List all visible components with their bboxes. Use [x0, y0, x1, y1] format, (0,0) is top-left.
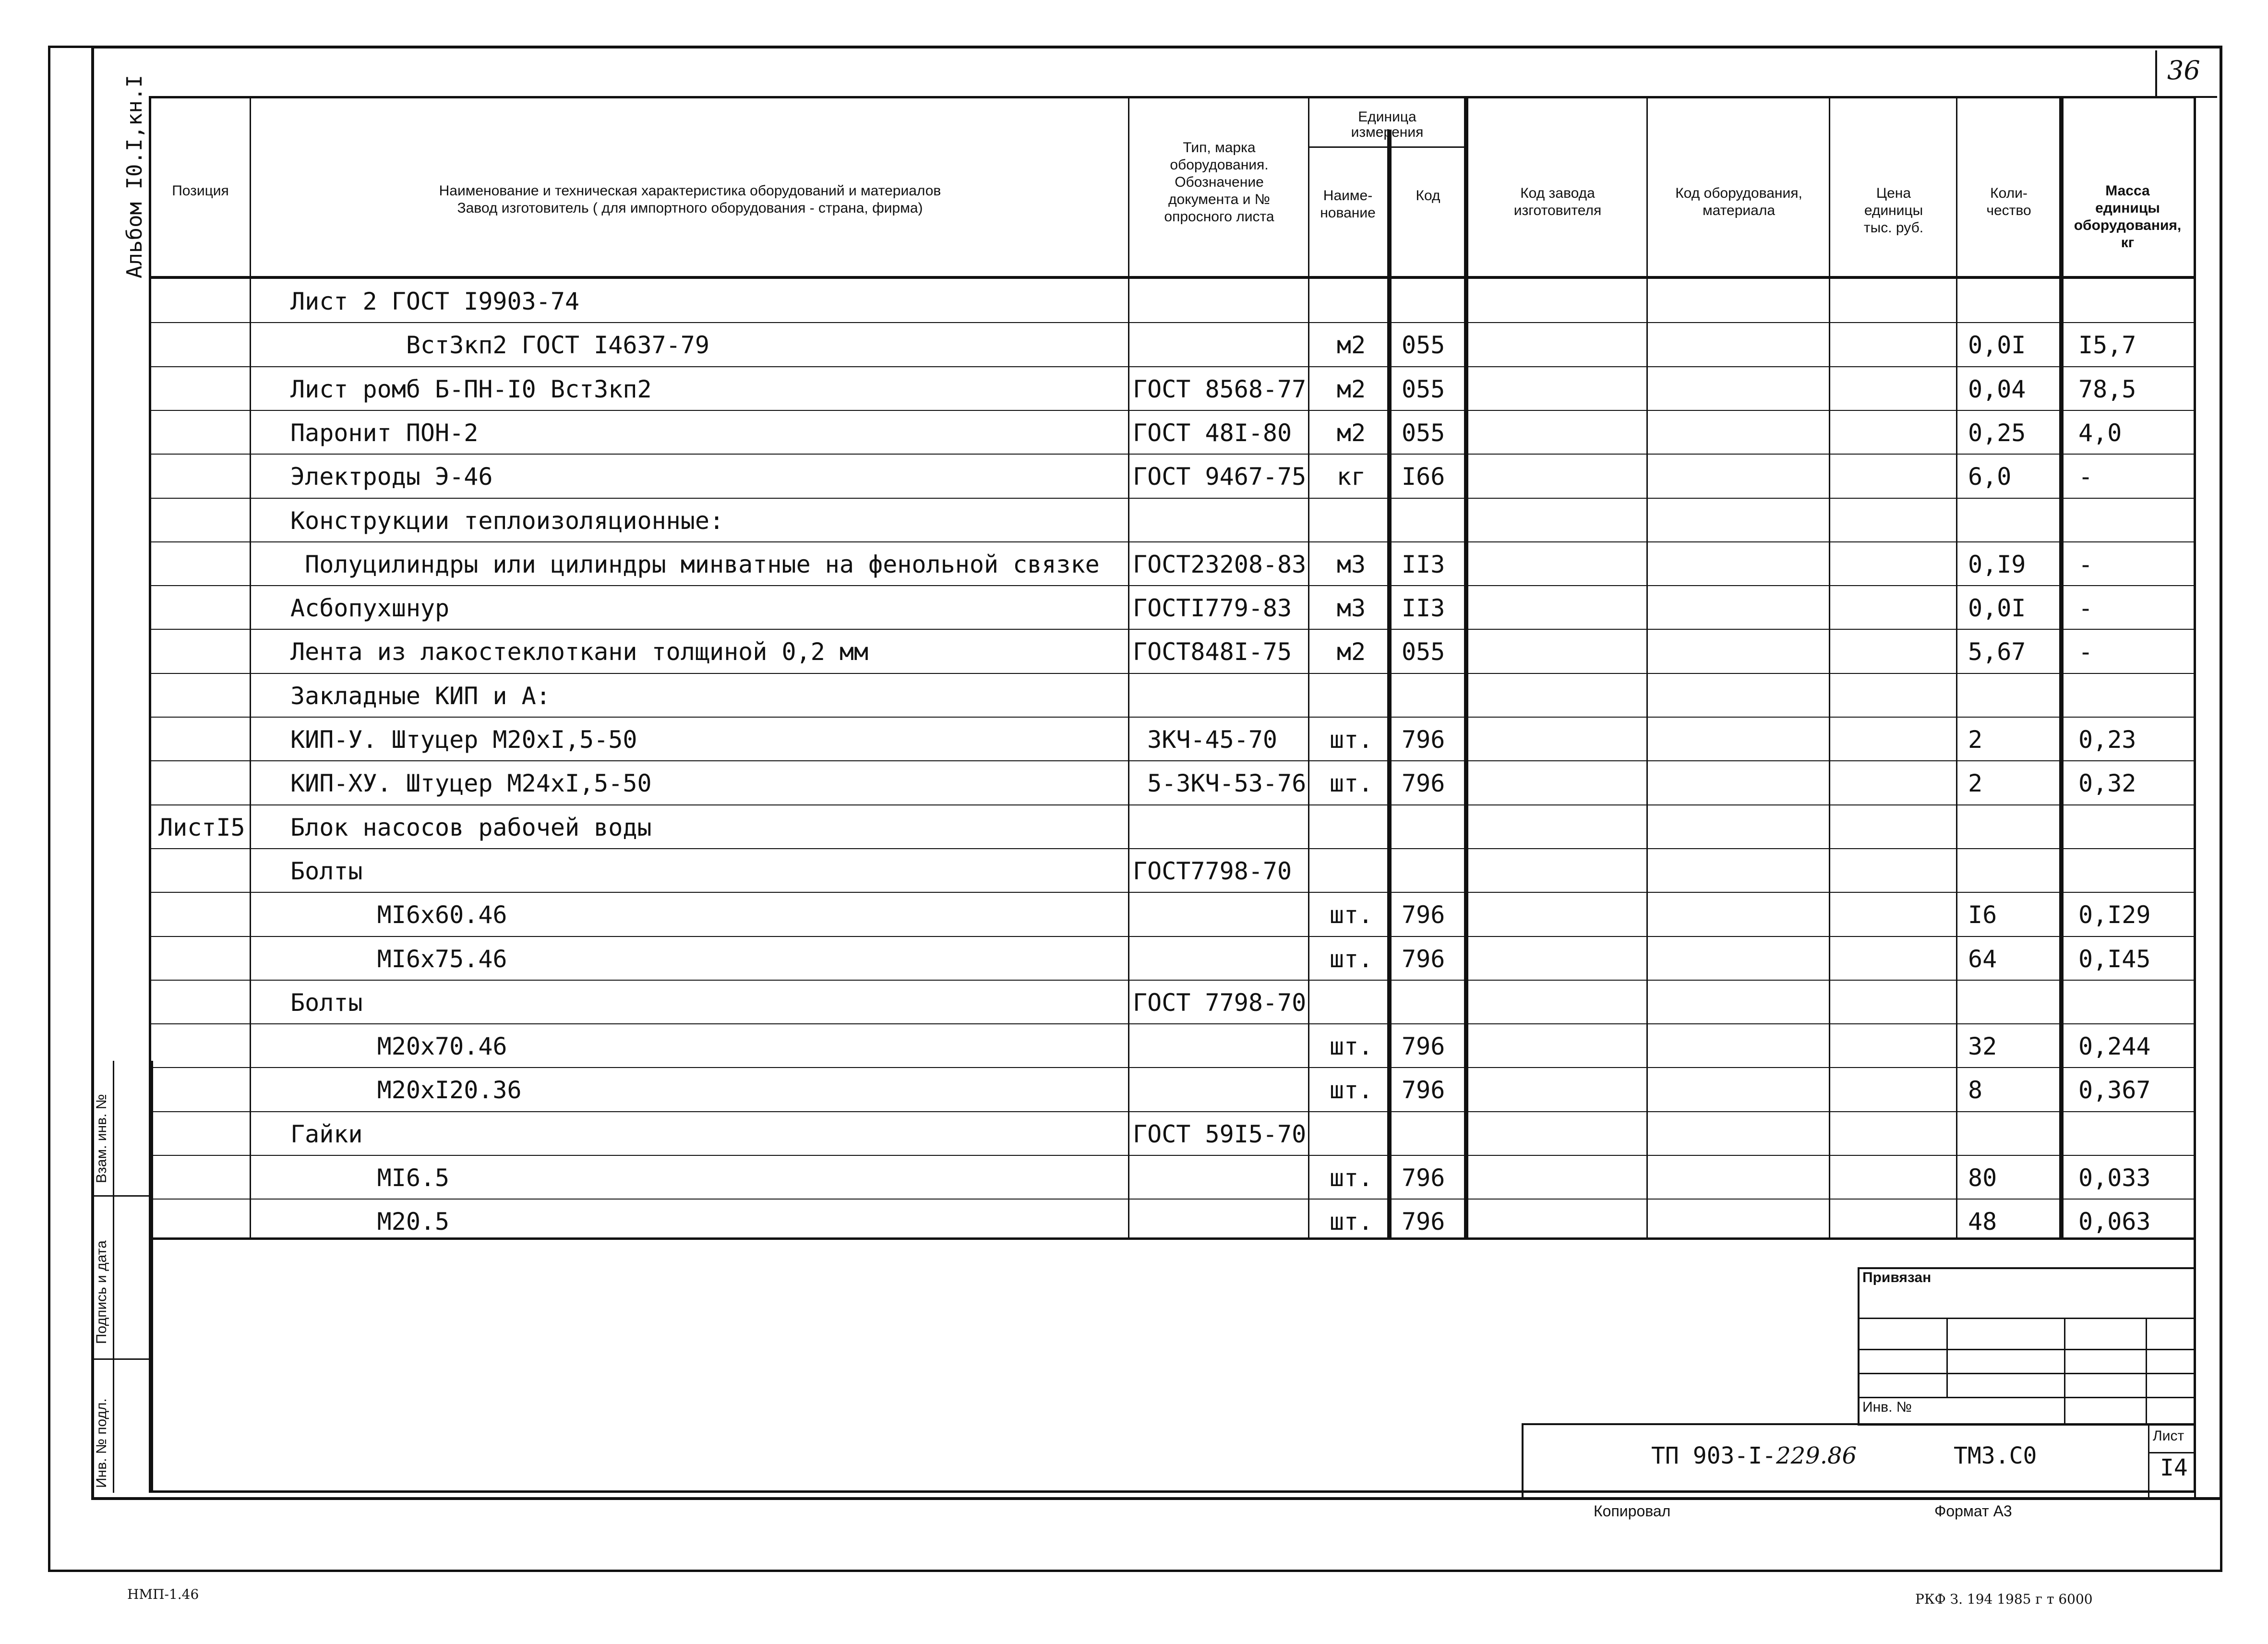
row-mass: I5,7	[2078, 331, 2136, 360]
row-mass: -	[2078, 463, 2093, 491]
row-name: Конструкции теплоизоляционные:	[290, 506, 724, 535]
row-name: Лист 2 ГОСТ I9903-74	[290, 288, 580, 315]
row-separator	[149, 1155, 2196, 1156]
header-unit-line: Единица	[1358, 109, 1416, 125]
row-code: 796	[1402, 945, 1445, 973]
footer-right: РКФ З. 194 1985 г т 6000	[1915, 1591, 2093, 1607]
row-separator	[149, 498, 2196, 499]
header-type-line: Обозначение	[1175, 174, 1264, 190]
title-block-divider	[2148, 1452, 2196, 1453]
row-code: 055	[1402, 331, 1445, 360]
row-document: ГОСТ 59I5-70	[1133, 1120, 1307, 1148]
table-bottom-line	[149, 1237, 2196, 1240]
row-unit: шт.	[1329, 901, 1373, 929]
row-mass: 0,063	[2078, 1208, 2151, 1236]
title-block-divider	[2148, 1423, 2149, 1500]
header-equip-code-line: Код оборудования,	[1675, 185, 1802, 201]
row-document: ГОСТ7798-70	[1133, 857, 1292, 885]
header-mass-line: оборудования,	[2074, 217, 2182, 233]
doc-code-hand: 229.86	[1776, 1442, 1857, 1469]
row-mass: -	[2078, 550, 2093, 578]
header-type-line: Тип, марка	[1183, 140, 1256, 156]
row-code: II3	[1402, 550, 1445, 578]
row-unit: м3	[1336, 594, 1366, 623]
row-quantity: 2	[1968, 726, 1983, 754]
header-unit-code: Код	[1416, 188, 1440, 204]
row-name: ВстЗкп2 ГОСТ I4637-79	[290, 331, 709, 360]
row-quantity: 6,0	[1968, 463, 2012, 491]
header-price-line: единицы	[1864, 203, 1923, 218]
row-name: М20х70.46	[290, 1032, 507, 1061]
header-plant-code-line: Код завода	[1520, 185, 1595, 201]
attached-col	[1946, 1318, 1948, 1397]
row-mass: 0,367	[2078, 1076, 2151, 1104]
row-unit: шт.	[1329, 1164, 1373, 1192]
row-separator	[149, 585, 2196, 586]
row-document: ЗКЧ-45-70	[1133, 726, 1278, 754]
unit-header-line	[1308, 146, 1464, 148]
header-qty-line: Коли-	[1990, 185, 2028, 201]
row-code: 796	[1402, 726, 1445, 754]
header-equip-code	[1649, 185, 1829, 219]
row-code: II3	[1402, 594, 1445, 623]
header-type	[1130, 139, 1308, 226]
row-quantity: 0,25	[1968, 419, 2026, 447]
row-position: ЛистI5	[158, 813, 245, 841]
row-mass: 4,0	[2078, 419, 2122, 447]
header-price-line: Цена	[1876, 185, 1911, 201]
row-quantity: I6	[1968, 901, 1997, 929]
row-code: 055	[1402, 638, 1445, 666]
row-separator	[149, 936, 2196, 937]
row-name: М20хI20.36	[290, 1076, 522, 1104]
row-separator	[149, 673, 2196, 674]
row-document: 5-ЗКЧ-53-76	[1133, 769, 1307, 798]
doc-suffix: ТМЗ.С0	[1954, 1442, 2037, 1469]
header-price-line: тыс. руб.	[1863, 220, 1924, 236]
row-quantity: 32	[1968, 1032, 1997, 1061]
header-position: Позиция	[172, 183, 229, 199]
row-mass: -	[2078, 594, 2093, 623]
row-mass: 0,I29	[2078, 901, 2151, 929]
sheet-corner-number: 36	[2167, 55, 2200, 85]
row-name: Лента из лакостеклоткани толщиной 0,2 мм	[290, 638, 869, 666]
header-unit	[1310, 109, 1464, 140]
header-unit-line: измерения	[1351, 124, 1424, 140]
sheet-number: I4	[2160, 1454, 2188, 1481]
format-label: Формат А3	[1934, 1502, 2012, 1520]
row-unit: шт.	[1329, 1032, 1373, 1061]
row-quantity: 80	[1968, 1164, 1997, 1192]
row-document: ГОСТ848I-75	[1133, 638, 1292, 666]
side-stamp-label: Взам. инв. №	[94, 1094, 109, 1183]
row-unit: м3	[1336, 550, 1366, 578]
row-unit: шт.	[1329, 769, 1373, 798]
row-quantity: 8	[1968, 1076, 1983, 1104]
row-quantity: 64	[1968, 945, 1997, 973]
doc-code-text: ТП 903-I-	[1651, 1442, 1776, 1469]
row-name: Полуцилиндры или цилиндры минватные на фенольной связке	[290, 550, 1100, 578]
row-name: Лист ромб Б-ПН-I0 ВстЗкп2	[290, 375, 652, 403]
row-name: Асбопухшнур	[290, 594, 450, 623]
header-qty	[1958, 185, 2059, 219]
header-type-line: документа и №	[1168, 192, 1270, 207]
row-name: Электроды Э-46	[290, 463, 493, 491]
row-name: КИП-У. Штуцер М20хI,5-50	[290, 726, 637, 754]
header-price	[1831, 185, 1956, 237]
row-quantity: 2	[1968, 769, 1983, 798]
row-separator	[149, 1023, 2196, 1024]
row-name: МI6х60.46	[290, 901, 507, 929]
row-separator	[149, 454, 2196, 455]
sheet-label: Лист	[2153, 1428, 2184, 1444]
row-code: 796	[1402, 1208, 1445, 1236]
row-separator	[149, 410, 2196, 411]
row-document: ГОСТ 48I-80	[1133, 419, 1292, 447]
title-block	[1522, 1423, 2196, 1500]
row-unit: м2	[1336, 638, 1366, 666]
row-code: 055	[1402, 419, 1445, 447]
header-type-line: опросного листа	[1164, 209, 1274, 225]
footer-left: НМП-1.46	[127, 1586, 199, 1602]
col-line	[1387, 130, 1392, 1238]
header-equip-code-line: материала	[1702, 203, 1776, 218]
row-separator	[149, 892, 2196, 893]
row-separator	[149, 1199, 2196, 1200]
attached-label: Привязан	[1862, 1270, 1932, 1285]
row-code: 796	[1402, 1032, 1445, 1061]
row-separator	[149, 804, 2196, 805]
row-quantity: 0,I9	[1968, 550, 2026, 578]
row-unit: шт.	[1329, 1076, 1373, 1104]
copied-label: Копировал	[1594, 1502, 1671, 1520]
row-mass: 0,I45	[2078, 945, 2151, 973]
row-quantity: 0,0I	[1968, 331, 2026, 360]
row-code: 055	[1402, 375, 1445, 403]
row-mass: 78,5	[2078, 375, 2136, 403]
row-separator	[149, 848, 2196, 849]
row-name: КИП-ХУ. Штуцер М24хI,5-50	[290, 769, 652, 798]
row-separator	[149, 717, 2196, 718]
row-separator	[149, 760, 2196, 761]
row-quantity: 48	[1968, 1208, 1997, 1236]
row-name: Блок насосов рабочей воды	[290, 813, 652, 841]
row-document: ГОСТ 7798-70	[1133, 988, 1307, 1017]
row-unit: шт.	[1329, 945, 1373, 973]
row-name: МI6.5	[290, 1164, 450, 1192]
attached-col	[2064, 1318, 2065, 1426]
row-document: ГОСТI779-83	[1133, 594, 1292, 623]
inv-label: Инв. №	[1862, 1399, 1912, 1415]
header-plant-code-line: изготовителя	[1513, 203, 1602, 218]
row-quantity: 5,67	[1968, 638, 2026, 666]
row-separator	[149, 541, 2196, 542]
row-document: ГОСТ23208-83	[1133, 550, 1307, 578]
header-mass-line: Масса	[2105, 183, 2150, 199]
row-mass: 0,033	[2078, 1164, 2151, 1192]
row-unit: м2	[1336, 419, 1366, 447]
row-mass: -	[2078, 638, 2093, 666]
side-stamp-label: Подпись и дата	[94, 1240, 109, 1344]
header-qty-line: чество	[1986, 203, 2031, 218]
row-code: I66	[1402, 463, 1445, 491]
row-document: ГОСТ 8568-77	[1133, 375, 1307, 403]
header-mass	[2062, 182, 2194, 252]
row-unit: кг	[1336, 463, 1366, 491]
row-name: МI6х75.46	[290, 945, 507, 973]
row-unit: м2	[1336, 331, 1366, 360]
header-unit-name-line: Наиме-	[1323, 188, 1373, 204]
side-stamp-divider	[91, 1358, 151, 1360]
row-name: Гайки	[290, 1120, 363, 1148]
row-separator	[149, 366, 2196, 367]
attached-col	[2146, 1318, 2147, 1426]
row-unit: шт.	[1329, 726, 1373, 754]
row-separator	[149, 629, 2196, 630]
side-stamp-divider	[113, 1061, 114, 1493]
header-bottom-line	[149, 276, 2196, 279]
row-mass: 0,32	[2078, 769, 2136, 798]
row-separator	[149, 1067, 2196, 1068]
header-plant-code	[1469, 185, 1646, 219]
row-quantity: 0,04	[1968, 375, 2026, 403]
header-unit-name	[1309, 187, 1386, 222]
row-name: Болты	[290, 857, 363, 885]
row-separator	[149, 322, 2196, 323]
header-name-line2: Завод изготовитель ( для импортного оборудования - страна, фирма)	[457, 200, 923, 216]
row-code: 796	[1402, 769, 1445, 798]
row-mass: 0,23	[2078, 726, 2136, 754]
header-mass-line: единицы	[2095, 200, 2160, 216]
doc-code	[1651, 1442, 1857, 1469]
row-code: 796	[1402, 901, 1445, 929]
row-unit: м2	[1336, 375, 1366, 403]
row-separator	[149, 980, 2196, 981]
row-mass: 0,244	[2078, 1032, 2151, 1061]
header-name	[254, 182, 1126, 217]
row-unit: шт.	[1329, 1208, 1373, 1236]
row-name: Паронит ПОН-2	[290, 419, 479, 447]
row-name: М20.5	[290, 1208, 450, 1236]
row-code: 796	[1402, 1164, 1445, 1192]
album-label: Альбом I0.I,кн.I	[122, 75, 147, 278]
row-name: Болты	[290, 988, 363, 1017]
side-stamp-label: Инв. № подл.	[94, 1398, 109, 1488]
header-unit-name-line: нование	[1320, 205, 1376, 221]
header-type-line: оборудования.	[1170, 157, 1269, 173]
header-mass-line: кг	[2121, 235, 2135, 251]
row-name: Закладные КИП и А:	[290, 682, 551, 710]
row-separator	[149, 1111, 2196, 1112]
row-code: 796	[1402, 1076, 1445, 1104]
header-name-line1: Наименование и техническая характеристика оборудований и материалов	[439, 183, 941, 199]
side-stamp-divider	[91, 1195, 151, 1197]
row-document: ГОСТ 9467-75	[1133, 463, 1307, 491]
row-quantity: 0,0I	[1968, 594, 2026, 623]
